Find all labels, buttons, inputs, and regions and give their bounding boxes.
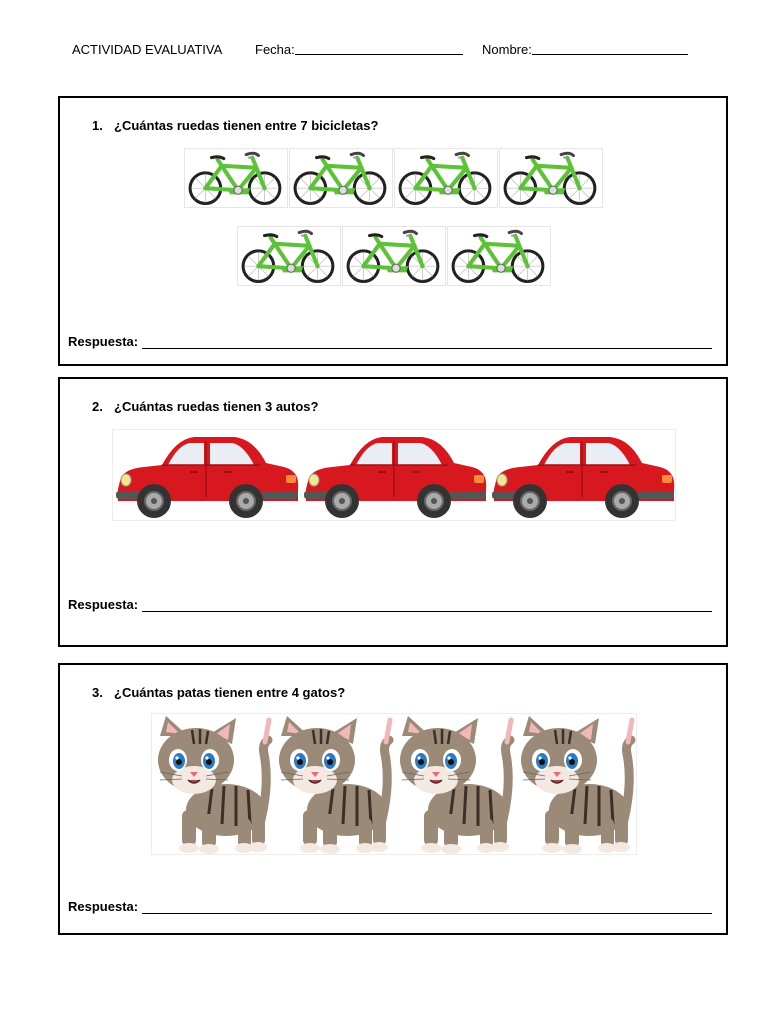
car-icon (490, 429, 676, 521)
question-box-2 (58, 377, 728, 647)
bicycle-icon (289, 148, 393, 208)
date-label: Fecha: (255, 42, 295, 57)
worksheet-header (72, 42, 712, 62)
question-1-text (92, 118, 378, 133)
question-number: 1. (92, 118, 103, 133)
question-box-1 (58, 96, 728, 366)
answer-line[interactable] (142, 338, 712, 349)
name-label: Nombre: (482, 42, 532, 57)
name-blank[interactable] (532, 42, 688, 55)
answer-row-1[interactable] (68, 334, 712, 349)
bicycle-icon (447, 226, 551, 286)
cat-icon (394, 714, 515, 854)
answer-label: Respuesta: (68, 597, 139, 612)
cat-icon (273, 714, 394, 854)
question-label: ¿Cuántas ruedas tienen entre 7 bicicletas? (114, 118, 379, 133)
question-number: 2. (92, 399, 103, 414)
cat-icon (152, 714, 273, 854)
worksheet-title: ACTIVIDAD EVALUATIVA (72, 42, 223, 57)
question-label: ¿Cuántas ruedas tienen 3 autos? (114, 399, 319, 414)
question-number: 3. (92, 685, 103, 700)
car-icon (302, 429, 488, 521)
bicycle-icon (394, 148, 498, 208)
bicycle-icon (342, 226, 446, 286)
answer-line[interactable] (142, 903, 712, 914)
date-blank[interactable] (295, 42, 463, 55)
answer-label: Respuesta: (68, 334, 139, 349)
bicycle-icon (237, 226, 341, 286)
question-2-text (92, 399, 318, 414)
question-3-text (92, 685, 345, 700)
question-box-3 (58, 663, 728, 935)
bicycle-icon (184, 148, 288, 208)
answer-row-2[interactable] (68, 597, 712, 612)
answer-row-3[interactable] (68, 899, 712, 914)
car-icon (114, 429, 300, 521)
name-field[interactable] (482, 42, 532, 57)
question-label: ¿Cuántas patas tienen entre 4 gatos? (114, 685, 346, 700)
bicycle-icon (499, 148, 603, 208)
answer-line[interactable] (142, 601, 712, 612)
date-field[interactable] (255, 42, 295, 57)
answer-label: Respuesta: (68, 899, 139, 914)
cat-icon (515, 714, 636, 854)
